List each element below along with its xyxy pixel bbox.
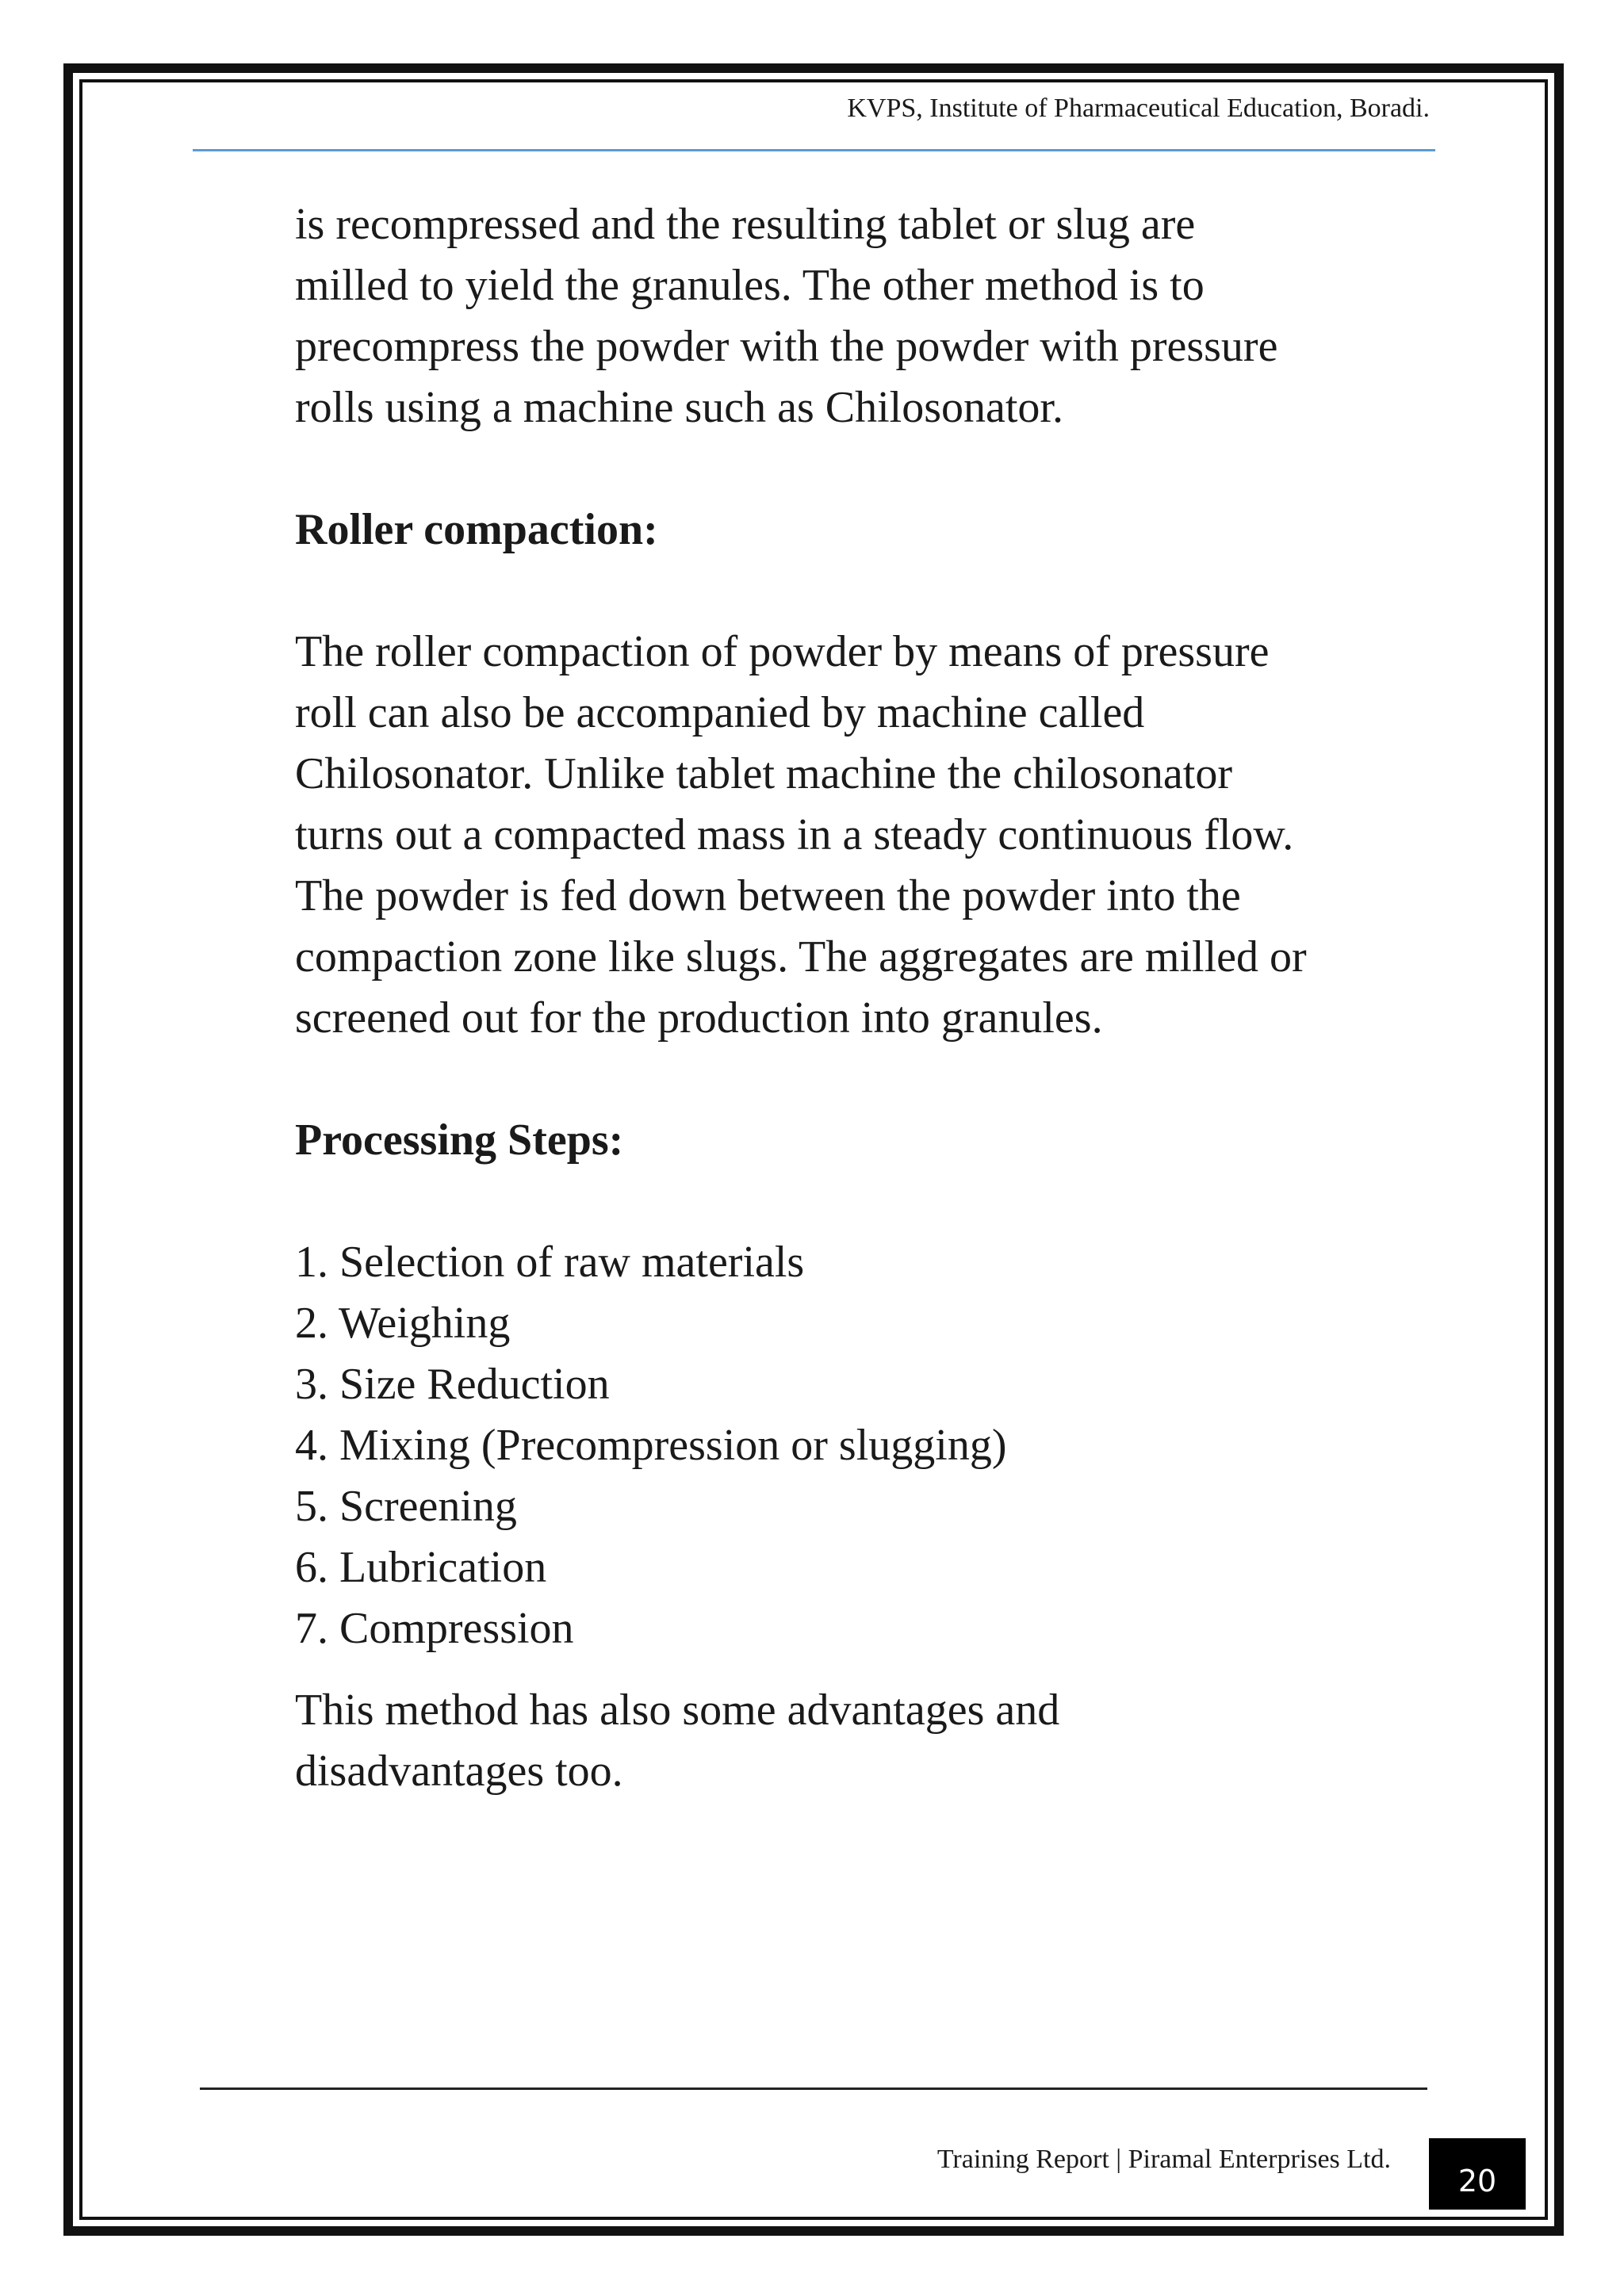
- spacer: [295, 1049, 1437, 1110]
- text-line: rolls using a machine such as Chilosonator.: [295, 383, 1063, 432]
- text-line: compaction zone like slugs. The aggregates are milled or: [295, 932, 1307, 982]
- text-line: This method has also some advantages and: [295, 1686, 1060, 1735]
- list-item: 3. Size Reduction: [295, 1360, 610, 1409]
- section-heading-steps: Processing Steps:: [295, 1115, 624, 1165]
- list-item: 5. Screening: [295, 1482, 517, 1531]
- document-body: [295, 194, 1437, 1802]
- processing-steps-list: [295, 1232, 1437, 1659]
- page-number-badge: [1429, 2138, 1526, 2210]
- text-line: milled to yield the granules. The other method is to: [295, 261, 1205, 310]
- text-line: The roller compaction of powder by means of pressure: [295, 627, 1270, 676]
- spacer: [295, 561, 1437, 622]
- text-line: turns out a compacted mass in a steady continuous flow.: [295, 810, 1294, 859]
- header-rule: [193, 149, 1435, 151]
- spacer: [295, 438, 1437, 499]
- page-number: 20: [1457, 2164, 1497, 2198]
- footer-rule: [200, 2087, 1427, 2090]
- footer-report-title: Training Report | Piramal Enterprises Ltd.: [936, 2145, 1391, 2174]
- list-item: 6. Lubrication: [295, 1543, 547, 1592]
- intro-paragraph: [295, 194, 1437, 438]
- text-line: is recompressed and the resulting tablet or slug are: [295, 200, 1196, 249]
- text-line: screened out for the production into granules.: [295, 993, 1103, 1043]
- section-heading-roller: Roller compaction:: [295, 505, 658, 554]
- text-line: precompress the powder with the powder with pressure: [295, 322, 1278, 371]
- header-institution: KVPS, Institute of Pharmaceutical Education, Boradi.: [847, 94, 1430, 123]
- text-line: disadvantages too.: [295, 1747, 623, 1796]
- list-item: 2. Weighing: [295, 1299, 511, 1348]
- list-item: 1. Selection of raw materials: [295, 1238, 805, 1287]
- text-line: Chilosonator. Unlike tablet machine the chilosonator: [295, 749, 1232, 798]
- closing-paragraph: [295, 1680, 1437, 1802]
- roller-paragraph: [295, 622, 1437, 1049]
- list-item: 4. Mixing (Precompression or slugging): [295, 1421, 1007, 1470]
- text-line: The powder is fed down between the powder into the: [295, 871, 1241, 920]
- list-item: 7. Compression: [295, 1604, 574, 1653]
- spacer: [295, 1171, 1437, 1232]
- text-line: roll can also be accompanied by machine called: [295, 688, 1145, 737]
